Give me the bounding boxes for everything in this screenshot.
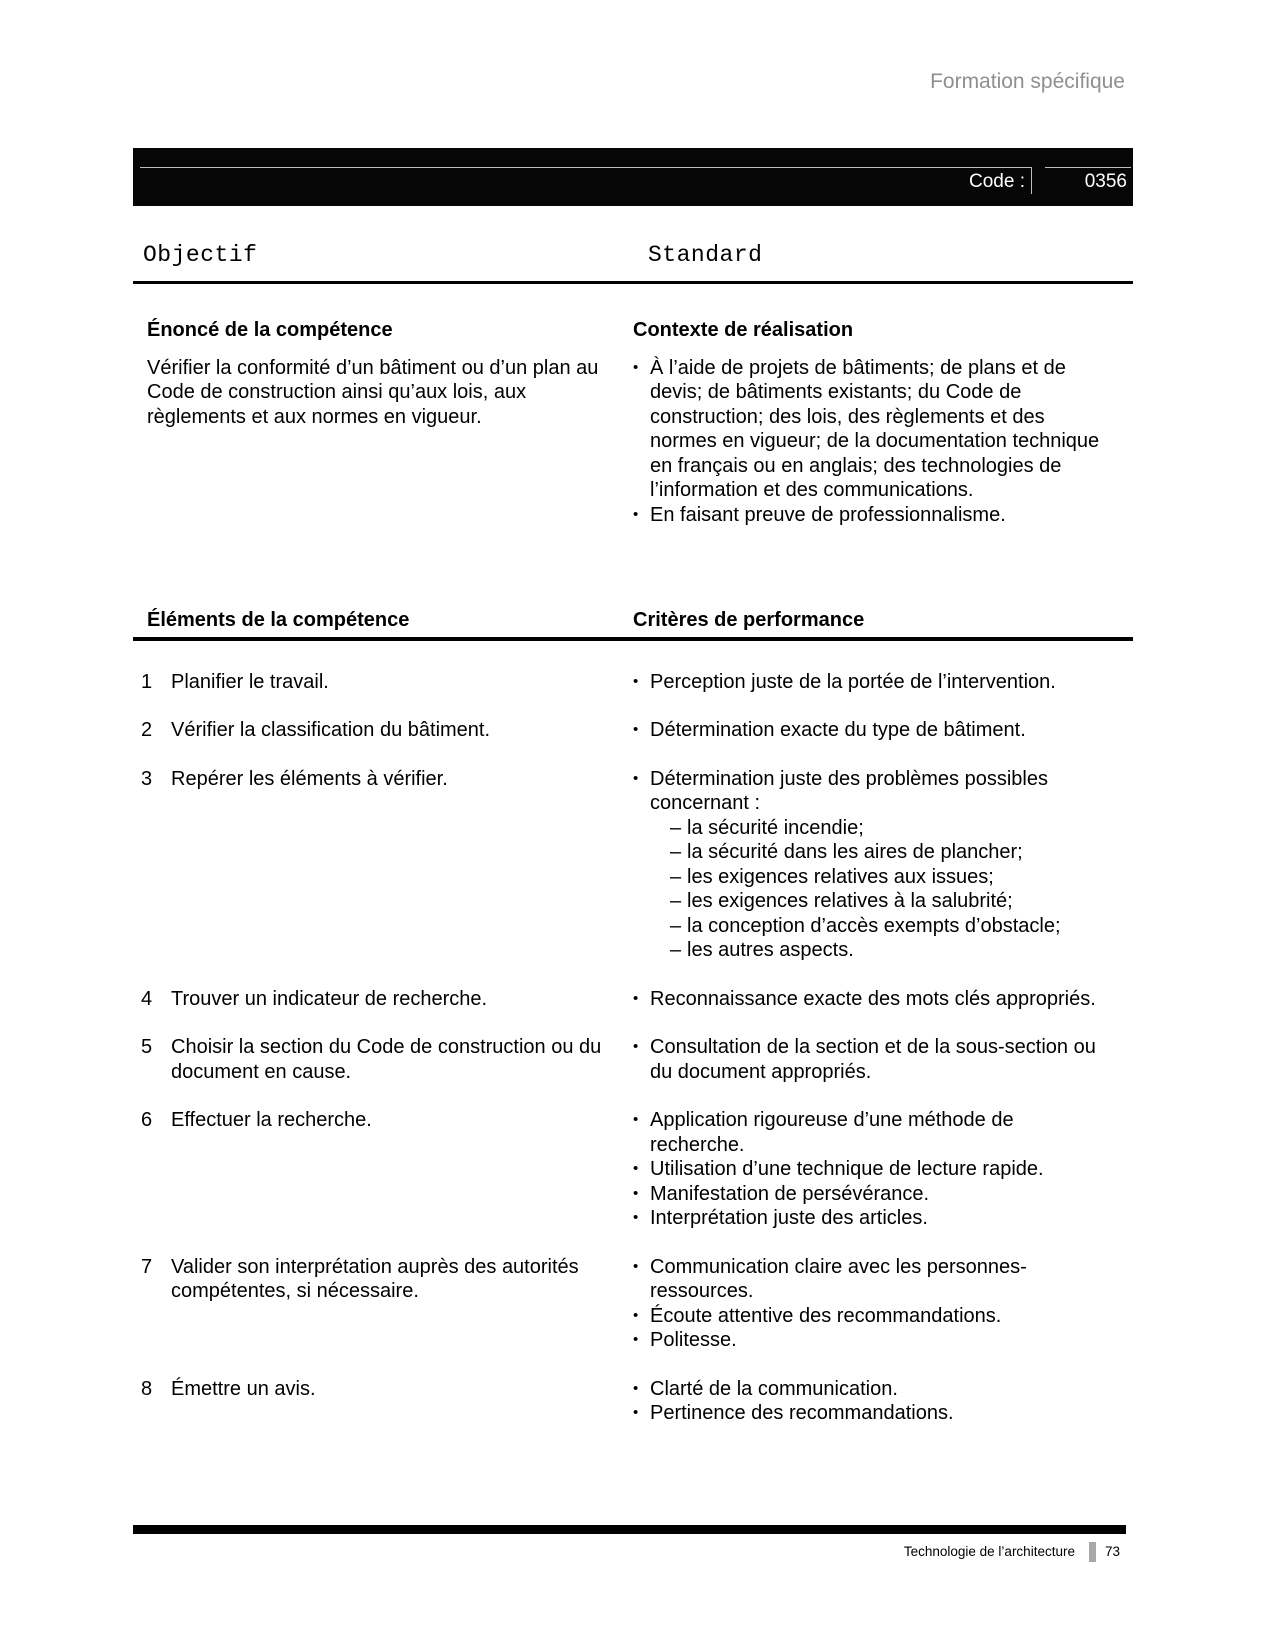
competence-row <box>133 987 1133 1012</box>
code-value: 0356 <box>1084 171 1127 192</box>
bullet-text: Interprétation juste des articles. <box>650 1207 928 1229</box>
criteria-cell <box>633 718 1133 743</box>
criteria-bullet-item <box>633 1255 1123 1304</box>
criteria-bullet-item <box>633 1377 1123 1402</box>
dash-text: la sécurité dans les aires de plancher; <box>687 841 1023 863</box>
element-cell <box>133 1035 633 1084</box>
objectif-label: Objectif <box>143 242 258 268</box>
horizontal-rule-section2 <box>133 637 1133 641</box>
bullet-text: Perception juste de la portée de l’intervention. <box>650 670 1056 693</box>
competence-row <box>133 767 1133 963</box>
competence-row <box>133 1377 1133 1426</box>
footer-row <box>133 1541 1126 1563</box>
bullet-text: En faisant preuve de professionnalisme. <box>650 503 1006 526</box>
dash-text: la sécurité incendie; <box>687 816 864 839</box>
element-cell <box>133 718 633 743</box>
competence-row <box>133 1108 1133 1231</box>
bullet-icon: • <box>633 1331 639 1348</box>
bullet-icon: • <box>633 989 639 1007</box>
section-enonce-contexte <box>133 318 1133 527</box>
element-cell <box>133 987 633 1012</box>
dash-text: la conception d’accès exempts d’obstacle; <box>687 914 1061 937</box>
section-elements-criteres <box>133 608 1133 1426</box>
footer-program-title: Technologie de l’architecture <box>903 1544 1075 1559</box>
bullet-text: À l’aide de projets de bâtiments; de plans et de devis; de bâtiments existants; du Code de construction; des lois, des règlements et des normes en vigueur; de la documentation technique en français ou en anglais; des technologies de l’information et des communications. <box>650 356 1100 501</box>
criteria-bullet-item <box>633 1035 1123 1084</box>
dash-sub-item <box>670 889 1103 914</box>
element-text: Vérifier la classification du bâtiment. <box>171 719 491 741</box>
criteria-bullet-item <box>633 1328 1123 1353</box>
bullet-text: Application rigoureuse d’une méthode de recherche. <box>650 1109 1014 1156</box>
dash-sub-item <box>670 865 1103 890</box>
element-number: 3 <box>141 767 153 790</box>
competence-row <box>133 1035 1133 1084</box>
footer-separator <box>1089 1542 1096 1562</box>
criteria-bullet-item <box>633 356 1123 503</box>
dash-icon: – <box>670 865 682 888</box>
dash-icon: – <box>670 914 682 937</box>
element-number: 8 <box>141 1377 153 1400</box>
element-cell <box>133 1108 633 1231</box>
criteria-bullet-item <box>633 987 1123 1012</box>
bullet-text: Écoute attentive des recommandations. <box>650 1304 1002 1327</box>
criteria-list <box>633 767 1123 963</box>
element-number: 7 <box>141 1255 153 1278</box>
dash-sub-item <box>670 914 1103 939</box>
competence-statement: Vérifier la conformité d’un bâtiment ou d’un plan au Code de construction ainsi qu’aux lois, aux règlements et aux normes en vigueur. <box>147 356 599 428</box>
criteria-bullet-item <box>633 1206 1123 1231</box>
code-label: Code : <box>969 171 1025 192</box>
criteria-bullet-item <box>633 1157 1123 1182</box>
dash-icon: – <box>670 816 682 839</box>
dash-sub-item <box>670 938 1103 963</box>
competence-row <box>133 670 1133 695</box>
criteria-list <box>633 987 1123 1012</box>
bullet-text: Manifestation de persévérance. <box>650 1182 930 1205</box>
dash-icon: – <box>670 841 682 863</box>
criteria-list <box>633 1108 1123 1231</box>
element-cell <box>133 1255 633 1353</box>
dash-sub-item <box>670 816 1103 841</box>
bullet-text: Consultation de la section et de la sous-section ou du document appropriés. <box>650 1036 1096 1083</box>
criteria-bullet-item <box>633 1108 1123 1157</box>
bullet-icon: • <box>633 1184 639 1202</box>
bullet-icon: • <box>633 1160 639 1177</box>
criteria-cell <box>633 987 1133 1012</box>
element-text: Repérer les éléments à vérifier. <box>171 767 448 790</box>
element-number: 4 <box>141 987 153 1010</box>
competence-row <box>133 1255 1133 1353</box>
bullet-text: Utilisation d’une technique de lecture rapide. <box>650 1158 1044 1180</box>
criteria-bullet-item <box>633 1304 1123 1329</box>
criteria-bullet-item <box>633 767 1123 963</box>
dash-sub-list <box>650 816 1103 963</box>
element-cell <box>133 767 633 963</box>
criteria-cell <box>633 1035 1133 1084</box>
standard-label: Standard <box>648 242 763 268</box>
bullet-icon: • <box>633 672 639 690</box>
code-bar-rule <box>140 167 1031 168</box>
criteria-bullet-item <box>633 503 1123 528</box>
bullet-icon: • <box>633 1306 639 1324</box>
footer-page-number: 73 <box>1104 1544 1120 1559</box>
criteres-heading: Critères de performance <box>633 609 865 631</box>
bullet-icon: • <box>633 721 639 738</box>
element-cell <box>133 1377 633 1426</box>
running-header: Formation spécifique <box>930 70 1125 93</box>
bullet-icon: • <box>633 1209 639 1226</box>
bullet-text: Communication claire avec les personnes-ressources. <box>650 1255 1027 1302</box>
dash-text: les autres aspects. <box>687 939 854 961</box>
element-text: Planifier le travail. <box>171 670 329 693</box>
criteria-cell <box>633 670 1133 695</box>
bullet-text: Détermination juste des problèmes possibles concernant : <box>650 767 1048 814</box>
bullet-text: Pertinence des recommandations. <box>650 1402 954 1424</box>
element-text: Émettre un avis. <box>171 1377 316 1400</box>
code-bar-divider <box>1031 167 1032 194</box>
dash-text: les exigences relatives à la salubrité; <box>687 890 1013 912</box>
elements-heading: Éléments de la compétence <box>147 609 410 631</box>
element-text: Choisir la section du Code de construction ou du document en cause. <box>171 1036 602 1083</box>
element-number: 6 <box>141 1109 153 1131</box>
enonce-heading: Énoncé de la compétence <box>147 319 393 341</box>
criteria-list <box>633 718 1123 743</box>
code-field-rule <box>1045 167 1131 168</box>
competence-rows <box>133 670 1133 1426</box>
dash-text: les exigences relatives aux issues; <box>687 865 994 888</box>
criteria-bullet-item <box>633 1401 1123 1426</box>
competence-row <box>133 718 1133 743</box>
bullet-icon: • <box>633 769 639 787</box>
objectif-standard-row <box>133 243 1133 268</box>
bullet-icon: • <box>633 1379 639 1397</box>
element-text: Trouver un indicateur de recherche. <box>171 987 488 1010</box>
element-number: 5 <box>141 1036 153 1058</box>
bullet-text: Politesse. <box>650 1329 737 1351</box>
bullet-icon: • <box>633 358 639 376</box>
criteria-bullet-item <box>633 718 1123 743</box>
element-number: 2 <box>141 719 153 741</box>
bullet-text: Détermination exacte du type de bâtiment. <box>650 719 1026 741</box>
contexte-bullet-list <box>633 356 1123 528</box>
criteria-cell <box>633 1108 1133 1231</box>
criteria-cell <box>633 1255 1133 1353</box>
criteria-list <box>633 670 1123 695</box>
bullet-icon: • <box>633 1038 639 1055</box>
element-number: 1 <box>141 670 153 693</box>
criteria-list <box>633 1377 1123 1426</box>
bullet-icon: • <box>633 505 639 523</box>
dash-sub-item <box>670 840 1103 865</box>
bullet-text: Reconnaissance exacte des mots clés appropriés. <box>650 987 1096 1010</box>
criteria-list <box>633 1035 1123 1084</box>
contexte-heading: Contexte de réalisation <box>633 319 854 341</box>
criteria-cell <box>633 1377 1133 1426</box>
code-bar <box>133 148 1133 206</box>
criteria-list <box>633 1255 1123 1353</box>
dash-icon: – <box>670 890 682 912</box>
horizontal-rule-top <box>133 281 1133 284</box>
element-cell <box>133 670 633 695</box>
bullet-icon: • <box>633 1257 639 1275</box>
criteria-bullet-item <box>633 670 1123 695</box>
element-text: Valider son interprétation auprès des autorités compétentes, si nécessaire. <box>171 1255 579 1302</box>
criteria-cell <box>633 767 1133 963</box>
bullet-icon: • <box>633 1404 639 1421</box>
element-text: Effectuer la recherche. <box>171 1109 372 1131</box>
bullet-icon: • <box>633 1111 639 1128</box>
criteria-bullet-item <box>633 1182 1123 1207</box>
footer-bar <box>133 1525 1126 1534</box>
dash-icon: – <box>670 939 682 961</box>
bullet-text: Clarté de la communication. <box>650 1377 898 1400</box>
